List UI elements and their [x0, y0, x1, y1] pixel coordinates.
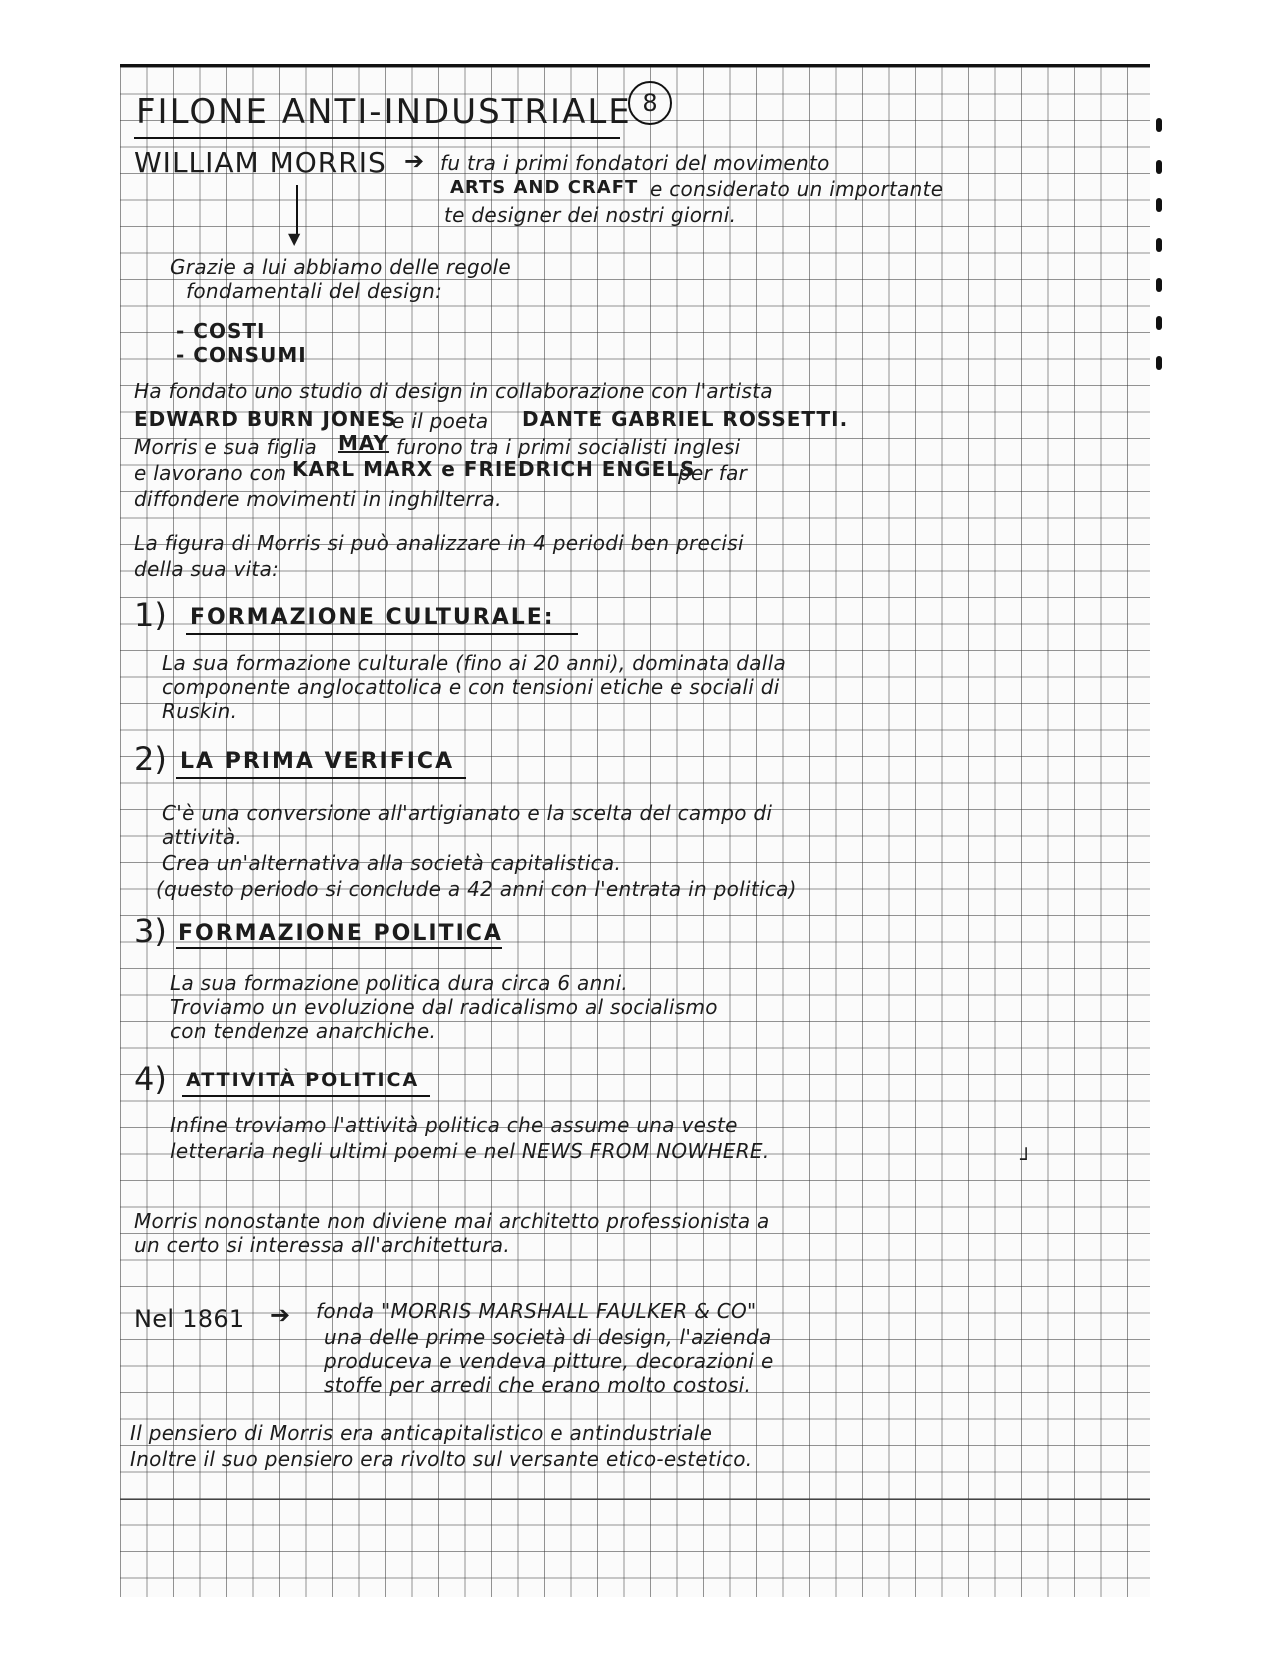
section-title: LA PRIMA VERIFICA	[180, 749, 455, 774]
movement-name: ARTS AND CRAFT	[450, 177, 639, 198]
binding-mark	[1156, 356, 1162, 370]
studio-line-4c: per far	[678, 461, 748, 485]
artist-name: EDWARD BURN JONES	[134, 407, 397, 431]
section-underline	[176, 947, 502, 949]
studio-line-1: Ha fondato uno studio di design in collaborazione con l'artista	[134, 379, 773, 403]
section-underline	[186, 633, 578, 635]
author-name: WILLIAM MORRIS	[134, 146, 387, 179]
intro-line-1: fu tra i primi fondatori del movimento	[440, 151, 830, 175]
section-number: 2)	[134, 740, 167, 778]
page-title: FILONE ANTI-INDUSTRIALE	[136, 92, 632, 132]
section-text: Troviamo un evoluzione dal radicalismo al socialismo	[170, 995, 718, 1019]
firm-line-4: stoffe per arredi che erano molto costosi.	[324, 1373, 752, 1397]
rule-item: - COSTI	[176, 319, 266, 343]
section-title: FORMAZIONE POLITICA	[178, 921, 503, 946]
section-text: (questo periodo si conclude a 42 anni con l'entrata in politica)	[156, 877, 797, 901]
figure-line-2: della sua vita:	[134, 557, 280, 581]
firm-line-1: fonda "MORRIS MARSHALL FAULKER & CO"	[316, 1299, 757, 1323]
title-underline	[134, 137, 620, 139]
intro-line-2: e considerato un importante	[650, 177, 944, 201]
thanks-line-1: Grazie a lui abbiamo delle regole	[170, 255, 511, 279]
firm-year: Nel 1861	[134, 1305, 245, 1333]
firm-line-3: produceva e vendeva pitture, decorazioni e	[324, 1349, 774, 1373]
studio-line-3c: furono tra i primi socialisti inglesi	[396, 435, 741, 459]
intro-line-3: te designer dei nostri giorni.	[444, 203, 737, 227]
daughter-name: MAY	[338, 431, 389, 455]
section-text: Ruskin.	[162, 699, 238, 723]
philosophers-names: KARL MARX e FRIEDRICH ENGELS	[292, 457, 696, 481]
figure-line-1: La figura di Morris si può analizzare in 4 periodi ben precisi	[134, 531, 744, 555]
section-underline	[182, 1095, 430, 1097]
section-text: componente anglocattolica e con tensioni etiche e sociali di	[162, 675, 780, 699]
section-text: La sua formazione politica dura circa 6 anni.	[170, 971, 629, 995]
section-text: con tendenze anarchiche.	[170, 1019, 437, 1043]
studio-line-4a: e lavorano con	[134, 461, 287, 485]
firm-line-2: una delle prime società di design, l'azienda	[324, 1325, 772, 1349]
section-text: letteraria negli ultimi poemi e nel NEWS FROM NOWHERE.	[170, 1139, 770, 1163]
page-number-badge: 8	[628, 81, 672, 125]
binding-mark	[1156, 160, 1162, 174]
bottom-border	[120, 1499, 1150, 1500]
binding-mark	[1156, 278, 1162, 292]
thanks-line-2: fondamentali del design:	[186, 279, 443, 303]
section-text: attività.	[162, 825, 243, 849]
studio-line-3a: Morris e sua figlia	[134, 435, 318, 459]
section-title: FORMAZIONE CULTURALE:	[190, 605, 555, 630]
binding-mark	[1156, 198, 1162, 212]
architect-line-2: un certo si interessa all'architettura.	[134, 1233, 510, 1257]
closing-line-1: Il pensiero di Morris era anticapitalistico e antindustriale	[130, 1421, 713, 1445]
section-title: ATTIVITÀ POLITICA	[186, 1069, 420, 1091]
section-text: C'è una conversione all'artigianato e la scelta del campo di	[162, 801, 773, 825]
studio-line-5: diffondere movimenti in inghilterra.	[134, 487, 502, 511]
architect-line-1: Morris nonostante non diviene mai architetto professionista a	[134, 1209, 770, 1233]
section-number: 4)	[134, 1060, 167, 1098]
corner-mark-icon: ┘	[1020, 1147, 1033, 1171]
closing-line-2: Inoltre il suo pensiero era rivolto sul versante etico-estetico.	[130, 1447, 753, 1471]
section-text: Infine troviamo l'attività politica che assume una veste	[170, 1113, 738, 1137]
binding-mark	[1156, 316, 1162, 330]
section-text: La sua formazione culturale (fino ai 20 anni), dominata dalla	[162, 651, 787, 675]
section-text: Crea un'alternativa alla società capitalistica.	[162, 851, 622, 875]
notebook-page	[120, 64, 1150, 1597]
poet-name: DANTE GABRIEL ROSSETTI.	[522, 407, 849, 431]
section-number: 3)	[134, 912, 167, 950]
studio-line-2: e il poeta	[392, 409, 489, 433]
binding-mark	[1156, 118, 1162, 132]
section-underline	[176, 777, 466, 779]
rule-item: - CONSUMI	[176, 343, 307, 367]
arrow-right-icon: ➔	[404, 147, 425, 175]
section-number: 1)	[134, 596, 167, 634]
binding-mark	[1156, 238, 1162, 252]
arrow-down-icon: ▼	[288, 229, 301, 248]
arrow-right-icon: ➔	[270, 1301, 291, 1329]
